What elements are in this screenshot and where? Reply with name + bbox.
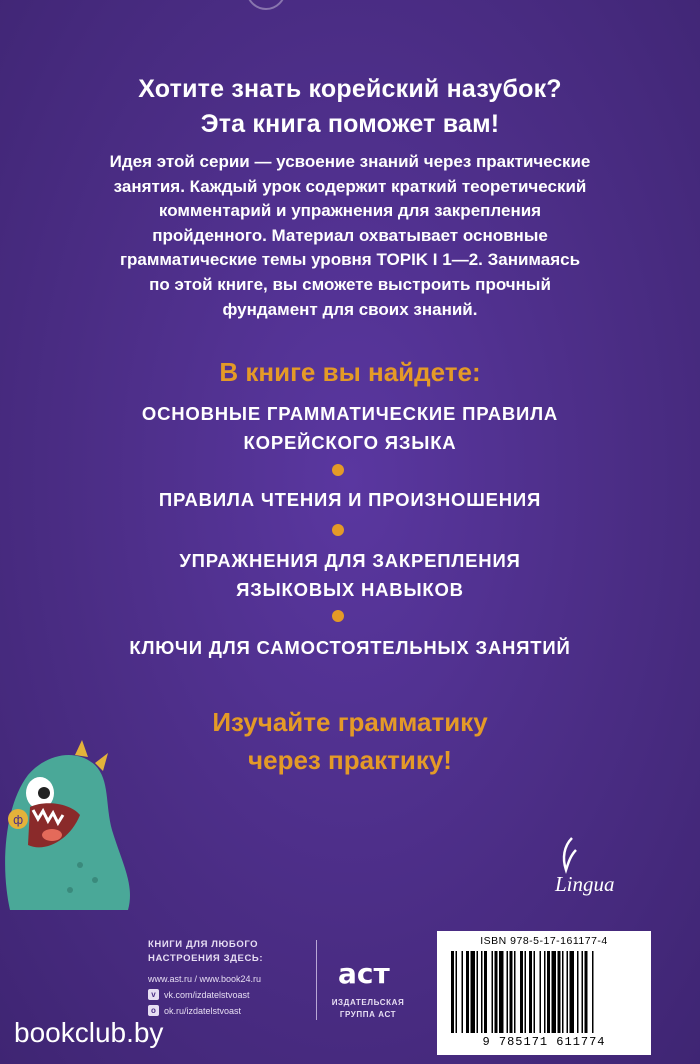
barcode-bar xyxy=(514,951,516,1033)
barcode-bar xyxy=(529,951,532,1033)
barcode-bar xyxy=(585,951,588,1033)
decorative-circle xyxy=(246,0,286,10)
ast-logo-text: аст xyxy=(338,957,390,989)
svg-text:ф: ф xyxy=(13,813,24,827)
ast-caption-line: ИЗДАТЕЛЬСКАЯ xyxy=(331,998,405,1007)
ok-icon: o xyxy=(148,1005,159,1016)
feature-line: КЛЮЧИ ДЛЯ САМОСТОЯТЕЛЬНЫХ ЗАНЯТИЙ xyxy=(129,637,571,658)
ast-publisher-logo xyxy=(336,945,398,989)
barcode-bar xyxy=(507,951,509,1033)
bullet-dot xyxy=(332,464,344,476)
barcode-bar xyxy=(484,951,487,1033)
vk-link: vk.com/izdatelstvoast xyxy=(164,989,250,1000)
barcode-bar xyxy=(471,951,476,1033)
intro-line: фундамент для своих знаний. xyxy=(222,299,478,319)
barcode-bar xyxy=(544,951,546,1033)
bullet-dot xyxy=(332,610,344,622)
watermark: bookclub.by xyxy=(14,1017,164,1048)
barcode-bar xyxy=(462,951,464,1033)
barcode-bar xyxy=(552,951,557,1033)
feature-item-reading xyxy=(0,485,700,514)
intro-paragraph xyxy=(80,150,620,322)
publisher-tagline: КНИГИ ДЛЯ ЛЮБОГО xyxy=(148,939,259,950)
headline-line-2: Эта книга поможет вам! xyxy=(200,110,500,138)
barcode-bar xyxy=(570,951,575,1033)
feature-line: ПРАВИЛА ЧТЕНИЯ И ПРОИЗНОШЕНИЯ xyxy=(158,489,542,510)
intro-line: пройденного. Материал охватывает основные xyxy=(152,225,548,245)
barcode-bar xyxy=(540,951,542,1033)
barcode-bar xyxy=(492,951,494,1033)
barcode-bar xyxy=(577,951,579,1033)
publisher-info xyxy=(148,938,308,1016)
barcode-bar xyxy=(547,951,550,1033)
section-title: В книге вы найдете: xyxy=(219,357,481,387)
barcode-bar xyxy=(466,951,469,1033)
barcode-bar xyxy=(525,951,527,1033)
ast-caption xyxy=(325,997,411,1021)
intro-line: грамматические темы уровня TOPIK I 1—2. Занимаясь xyxy=(119,250,581,270)
isbn-barcode xyxy=(437,931,651,1055)
vk-icon: v xyxy=(148,989,159,1000)
feature-item-keys xyxy=(0,633,700,662)
vk-link-row xyxy=(148,989,308,1000)
feature-line: ОСНОВНЫЕ ГРАММАТИЧЕСКИЕ ПРАВИЛА xyxy=(141,403,559,424)
barcode-bar xyxy=(582,951,584,1033)
barcode-bar xyxy=(534,951,536,1033)
feature-item-grammar xyxy=(0,399,700,457)
barcode-image xyxy=(449,951,639,1033)
barcode-bar xyxy=(567,951,569,1033)
ast-caption-line: ГРУППА АСТ xyxy=(339,1010,397,1019)
publisher-tagline: НАСТРОЕНИЯ ЗДЕСЬ: xyxy=(148,953,264,964)
lingua-logo-mark xyxy=(558,836,580,874)
intro-line: по этой книге, вы сможете выстроить прочный xyxy=(149,274,551,294)
slogan-line: через практику! xyxy=(248,745,452,775)
barcode-bar xyxy=(558,951,561,1033)
bullet-dot xyxy=(332,524,344,536)
lingua-brand-logo: Lingua xyxy=(555,872,615,896)
barcode-bar xyxy=(456,951,458,1033)
barcode-digits: 9 785171 611774 xyxy=(482,1035,606,1049)
slogan-line: Изучайте грамматику xyxy=(212,707,488,737)
feature-line: КОРЕЙСКОГО ЯЗЫКА xyxy=(243,432,457,453)
barcode-bar xyxy=(520,951,523,1033)
ok-link: ok.ru/izdatelstvoast xyxy=(164,1005,242,1016)
feature-line: УПРАЖНЕНИЯ ДЛЯ ЗАКРЕПЛЕНИЯ xyxy=(179,550,521,571)
feature-line: ЯЗЫКОВЫХ НАВЫКОВ xyxy=(236,579,464,600)
ok-link-row xyxy=(148,1005,308,1016)
headline-line-1: Хотите знать корейский назубок? xyxy=(138,75,562,103)
vertical-divider xyxy=(316,940,317,1020)
barcode-bar xyxy=(510,951,513,1033)
isbn-label: ISBN 978-5-17-161177-4 xyxy=(480,935,608,947)
intro-line: комментарий и упражнения для закрепления xyxy=(158,201,542,221)
feature-item-exercises xyxy=(0,546,700,604)
barcode-bar xyxy=(477,951,479,1033)
barcode-bar xyxy=(451,951,454,1033)
barcode-bar xyxy=(562,951,564,1033)
barcode-bar xyxy=(481,951,483,1033)
intro-line: Идея этой серии — усвоение знаний через практические xyxy=(109,152,591,171)
barcode-bar xyxy=(592,951,594,1033)
publisher-urls: www.ast.ru / www.book24.ru xyxy=(148,974,262,984)
intro-line: занятия. Каждый урок содержит краткий теоретический xyxy=(113,176,587,196)
barcode-bar xyxy=(495,951,498,1033)
barcode-bar xyxy=(499,951,504,1033)
monster-illustration xyxy=(0,735,170,910)
